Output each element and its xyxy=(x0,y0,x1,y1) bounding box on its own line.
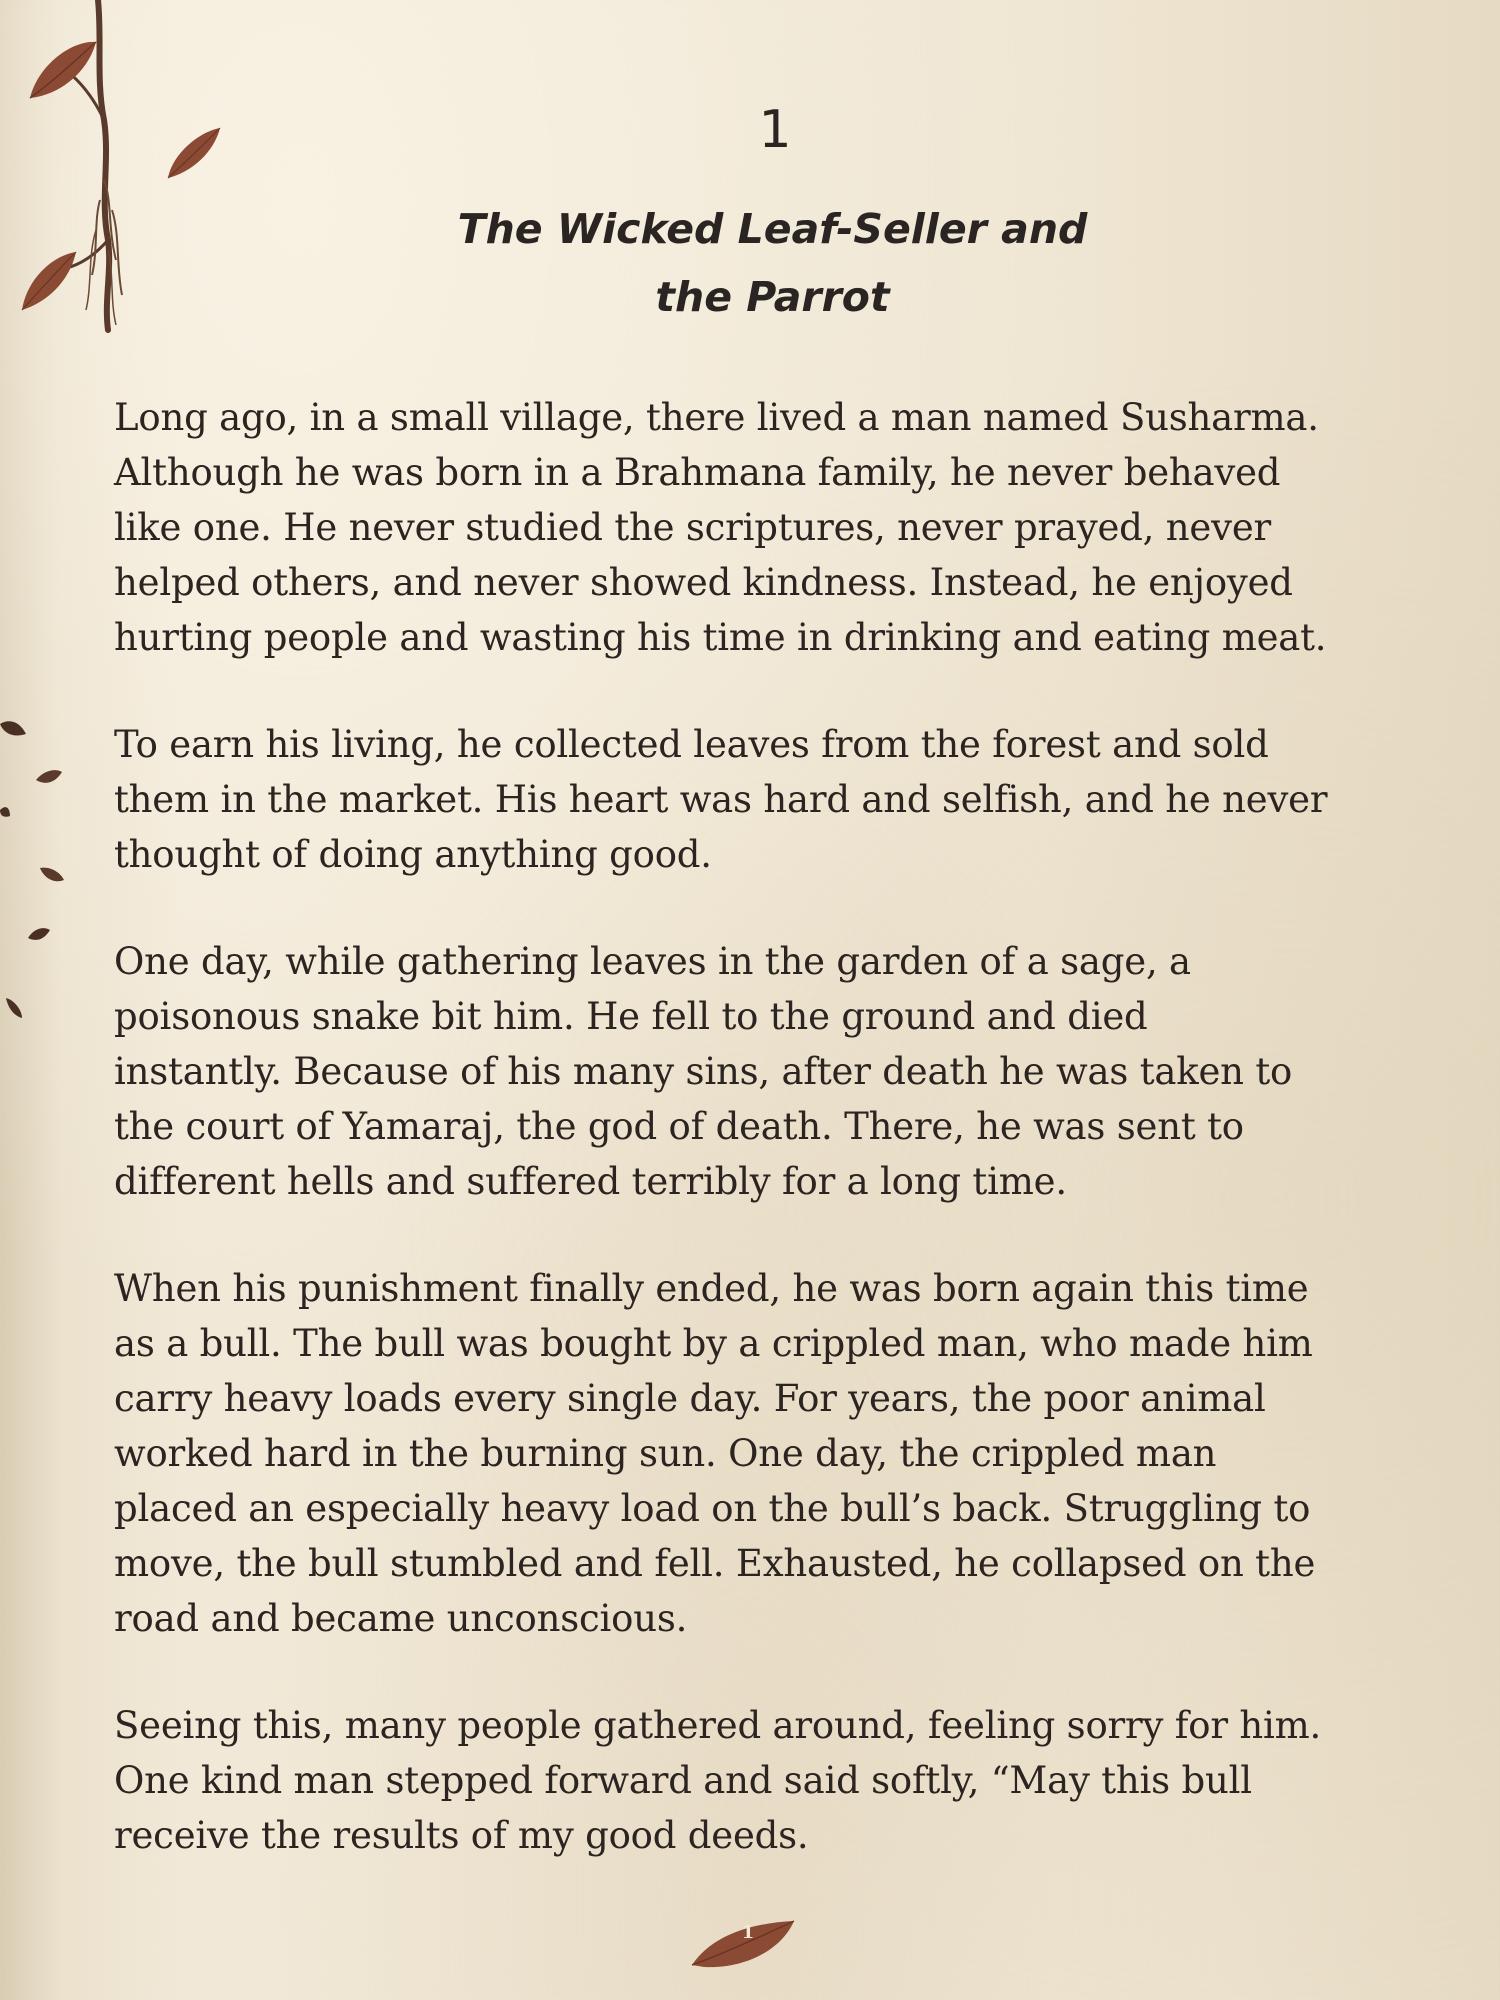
chapter-number: 1 xyxy=(758,100,792,160)
text-line: move, the bull stumbled and fell. Exhausted, he collapsed on the xyxy=(114,1542,1316,1585)
story-paragraph xyxy=(114,934,1444,1209)
text-line: as a bull. The bull was bought by a crippled man, who made him xyxy=(114,1322,1313,1365)
text-line: Long ago, in a small village, there lived a man named Susharma. xyxy=(114,396,1319,439)
text-line: When his punishment finally ended, he was born again this time xyxy=(114,1267,1309,1310)
chapter-title xyxy=(0,195,1500,331)
text-line: different hells and suffered terribly for a long time. xyxy=(114,1160,1067,1203)
text-line: instantly. Because of his many sins, after death he was taken to xyxy=(114,1050,1293,1093)
story-paragraph xyxy=(114,717,1444,882)
text-line: like one. He never studied the scriptures, never prayed, never xyxy=(114,506,1272,549)
text-line: One kind man stepped forward and said softly, “May this bull xyxy=(114,1759,1252,1802)
text-line: helped others, and never showed kindness. Instead, he enjoyed xyxy=(114,561,1293,604)
chapter-title-line: the Parrot xyxy=(655,273,890,321)
text-line: placed an especially heavy load on the bull’s back. Struggling to xyxy=(114,1487,1311,1530)
text-line: Although he was born in a Brahmana family, he never behaved xyxy=(114,451,1281,494)
chapter-title-line: The Wicked Leaf-Seller and xyxy=(457,205,1088,253)
text-line: worked hard in the burning sun. One day, the crippled man xyxy=(114,1432,1217,1475)
text-line: hurting people and wasting his time in drinking and eating meat. xyxy=(114,616,1327,659)
text-line: carry heavy loads every single day. For years, the poor animal xyxy=(114,1377,1266,1420)
text-line: One day, while gathering leaves in the garden of a sage, a xyxy=(114,940,1191,983)
text-line: receive the results of my good deeds. xyxy=(114,1814,809,1857)
story-paragraph xyxy=(114,1698,1444,1863)
story-paragraph xyxy=(114,390,1444,665)
story-body xyxy=(114,390,1444,1915)
text-line: poisonous snake bit him. He fell to the ground and died xyxy=(114,995,1148,1038)
text-line: thought of doing anything good. xyxy=(114,833,712,876)
text-line: them in the market. His heart was hard and selfish, and he never xyxy=(114,778,1328,821)
text-line: the court of Yamaraj, the god of death. There, he was sent to xyxy=(114,1105,1244,1148)
page-number: 1 xyxy=(741,1922,755,1943)
text-line: Seeing this, many people gathered around, feeling sorry for him. xyxy=(114,1704,1322,1747)
story-paragraph xyxy=(114,1261,1444,1646)
text-line: road and became unconscious. xyxy=(114,1597,688,1640)
falling-leaves-icon xyxy=(0,700,90,1060)
text-line: To earn his living, he collected leaves from the forest and sold xyxy=(114,723,1269,766)
